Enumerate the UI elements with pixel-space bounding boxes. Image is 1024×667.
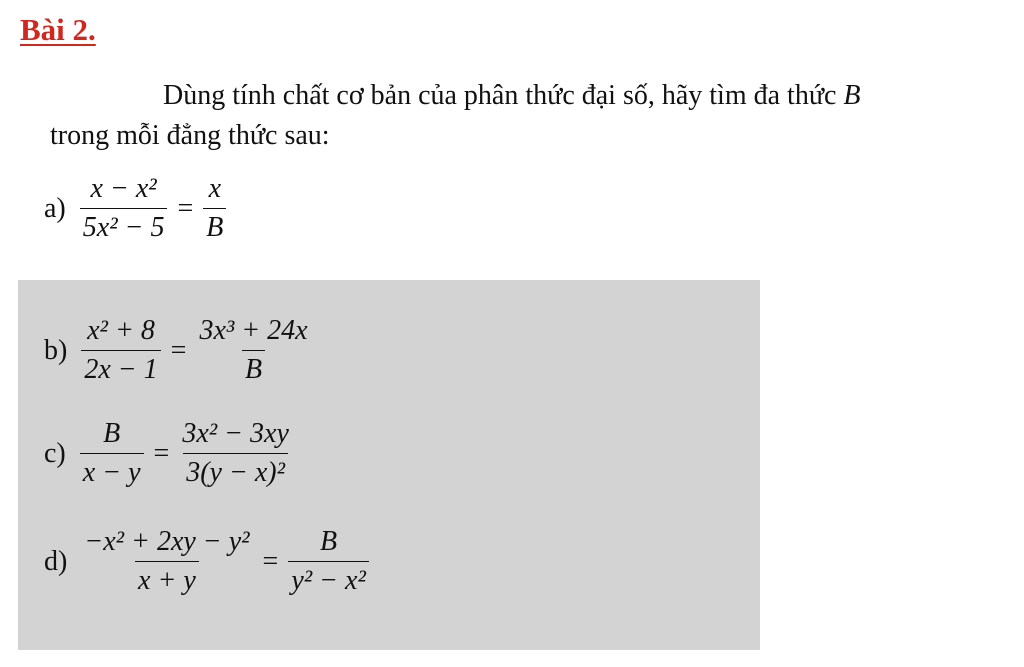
equals-sign: = <box>177 192 194 224</box>
intro-paragraph <box>50 76 980 156</box>
exercise-label: c) <box>44 437 66 469</box>
denominator: 3(y − x)² <box>183 453 288 489</box>
denominator: x + y <box>135 561 199 597</box>
denominator: B <box>242 350 265 386</box>
exercise-title: Bài 2. <box>20 12 96 47</box>
intro-text-end: trong mỗi đẳng thức sau: <box>50 120 330 151</box>
denominator: 2x − 1 <box>81 350 160 386</box>
equals-sign: = <box>262 545 279 577</box>
rhs-fraction <box>196 315 310 386</box>
intro-variable: B <box>843 80 861 111</box>
numerator: B <box>103 418 121 449</box>
denominator: 5x² − 5 <box>80 208 168 244</box>
rhs-fraction <box>179 418 292 489</box>
equals-sign: = <box>153 437 170 469</box>
exercise-c <box>44 418 292 489</box>
denominator: x − y <box>80 453 144 489</box>
equals-sign: = <box>170 334 187 366</box>
numerator: x² + 8 <box>87 315 155 346</box>
lhs-fraction <box>81 526 252 597</box>
lhs-fraction <box>80 418 144 489</box>
denominator: B <box>203 208 226 244</box>
numerator: B <box>320 526 338 557</box>
numerator: 3x³ + 24x <box>199 315 308 346</box>
exercise-label: b) <box>44 334 68 366</box>
denominator: y² − x² <box>288 561 369 597</box>
numerator: x − x² <box>90 173 157 204</box>
intro-text: Dùng tính chất cơ bản của phân thức đại số, hãy tìm đa thức <box>163 80 844 111</box>
exercise-label: d) <box>44 545 68 577</box>
lhs-fraction <box>81 315 160 386</box>
rhs-fraction <box>288 526 369 597</box>
lhs-fraction <box>80 173 168 244</box>
rhs-fraction <box>203 173 226 244</box>
numerator: x <box>208 173 222 204</box>
exercise-d <box>44 526 369 597</box>
exercise-a <box>44 173 226 244</box>
exercise-label: a) <box>44 192 66 224</box>
numerator: −x² + 2xy − y² <box>84 526 250 557</box>
numerator: 3x² − 3xy <box>182 418 289 449</box>
exercise-b <box>44 315 311 386</box>
